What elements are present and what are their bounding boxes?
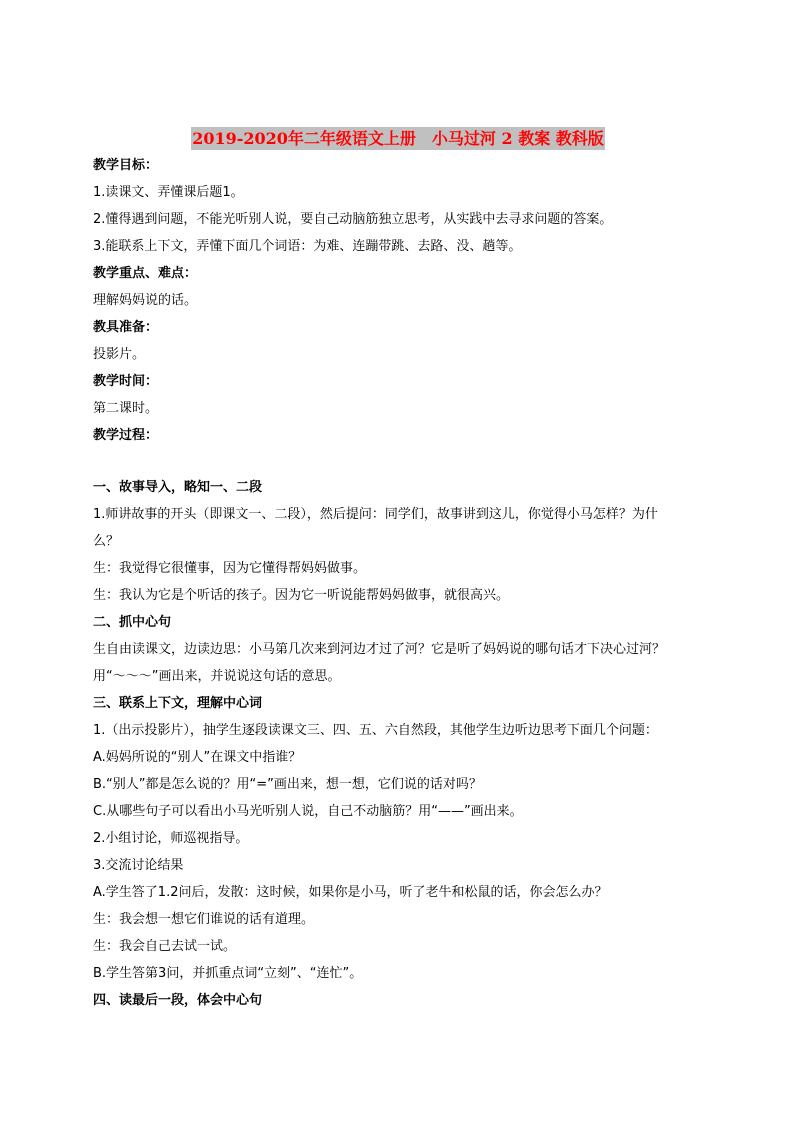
paragraph: 3.交流讨论结果	[93, 858, 184, 873]
document-title: 2019-2020年二年级语文上册 小马过河 2 教案 教科版	[192, 129, 604, 148]
paragraph: 1.师讲故事的开头（即课文一、二段），然后提问：同学们，故事讲到这儿，你觉得小马怎样？为什	[93, 507, 658, 522]
section-heading-3: 三、联系上下文，理解中心词	[93, 696, 263, 711]
paragraph: 生：我会想一想它们谁说的话有道理。	[93, 912, 315, 927]
paragraph: B.“别人”都是怎么说的？用“=”画出来，想一想，它们说的话对吗？	[93, 777, 482, 792]
paragraph: 投影片。	[93, 347, 146, 362]
paragraph: 生：我认为它是个听话的孩子。因为它一听说能帮妈妈做事，就很高兴。	[93, 588, 510, 603]
paragraph: 生自由读课文，边读边思：小马第几次来到河边才过了河？它是听了妈妈说的哪句话才下决心过河？	[93, 642, 666, 657]
paragraph: 1.（出示投影片），抽学生逐段读课文三、四、五、六自然段，其他学生边听边思考下面几个问题：	[93, 723, 658, 738]
heading-teaching-goals: 教学目标：	[93, 158, 159, 173]
paragraph: 2.懂得遇到问题，不能光听别人说，要自己动脑筋独立思考，从实践中去寻求问题的答案。	[93, 212, 613, 227]
paragraph: 2.小组讨论，师巡视指导。	[93, 831, 249, 846]
section-heading-2: 二、抓中心句	[93, 615, 172, 630]
document-title-wrap	[93, 126, 703, 149]
paragraph: 3.能联系上下文，弄懂下面几个词语：为难、连蹦带跳、去路、没、趟等。	[93, 239, 522, 254]
paragraph: 理解妈妈说的话。	[93, 293, 198, 308]
section-heading-1: 一、故事导入，略知一、二段	[93, 480, 263, 495]
heading-key-points: 教学重点、难点：	[93, 266, 198, 281]
paragraph: 么？	[93, 534, 120, 549]
paragraph: 生：我觉得它很懂事，因为它懂得帮妈妈做事。	[93, 561, 367, 576]
paragraph: A.学生答了1.2问后，发散：这时候，如果你是小马，听了老牛和松鼠的话，你会怎么办？	[93, 885, 608, 900]
heading-materials: 教具准备：	[93, 320, 159, 335]
paragraph: 第二课时。	[93, 401, 159, 416]
section-heading-4: 四、读最后一段，体会中心句	[93, 993, 263, 1008]
paragraph: A.妈妈所说的“别人”在课文中指谁？	[93, 750, 302, 765]
paragraph: 用“～～～”画出来，并说说这句话的意思。	[93, 669, 341, 684]
heading-process: 教学过程：	[93, 428, 159, 443]
paragraph: B.学生答第3问，并抓重点词“立刻”、“连忙”。	[93, 966, 363, 981]
paragraph: C.从哪些句子可以看出小马光听别人说，自己不动脑筋？用“——”画出来。	[93, 804, 523, 819]
heading-time: 教学时间：	[93, 374, 159, 389]
paragraph: 生：我会自己去试一试。	[93, 939, 237, 954]
paragraph: 1.读课文、弄懂课后题1。	[93, 185, 244, 200]
